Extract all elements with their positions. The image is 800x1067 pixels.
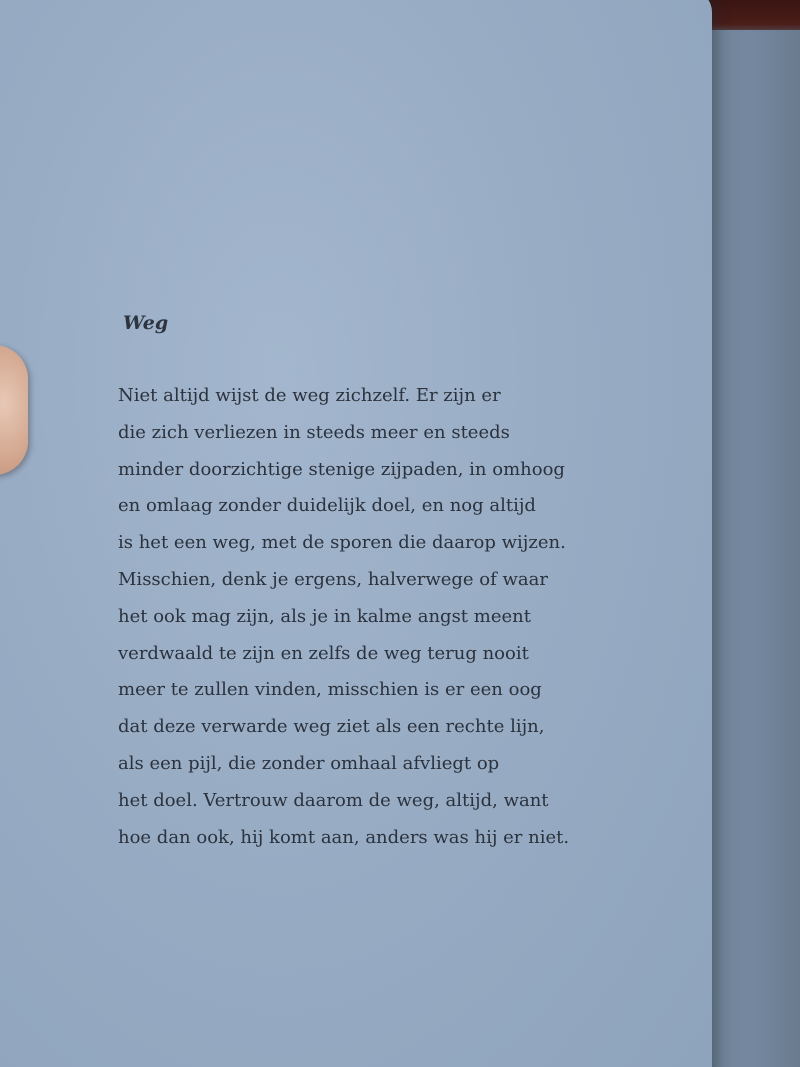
poem-line: Misschien, denk je ergens, halverwege of waar (118, 568, 548, 590)
poem-line: verdwaald te zijn en zelfs de weg terug nooit (118, 642, 529, 664)
poem-line: meer te zullen vinden, misschien is er een oog (118, 679, 542, 701)
poem-body (118, 378, 569, 856)
poem-line: dat deze verwarde weg ziet als een rechte lijn, (118, 716, 545, 738)
poem-line: Niet altijd wijst de weg zichzelf. Er zijn er (118, 385, 501, 406)
poem-line: minder doorzichtige stenige zijpaden, in omhoog (118, 458, 565, 480)
poem-line: het doel. Vertrouw daarom de weg, altijd, want (118, 789, 549, 811)
poem-line: en omlaag zonder duidelijk doel, en nog altijd (118, 495, 536, 517)
next-page-edge (700, 30, 800, 1067)
poem-title: Weg (123, 312, 169, 334)
holding-finger (0, 345, 28, 475)
poem-line: het ook mag zijn, als je in kalme angst meent (118, 605, 531, 627)
poem-line: die zich verliezen in steeds meer en steeds (118, 421, 510, 443)
poem-line: hoe dan ook, hij komt aan, anders was hij er niet. (118, 826, 570, 848)
poem-line: als een pijl, die zonder omhaal afvliegt op (118, 752, 500, 774)
poem-line: is het een weg, met de sporen die daarop wijzen. (118, 532, 566, 554)
